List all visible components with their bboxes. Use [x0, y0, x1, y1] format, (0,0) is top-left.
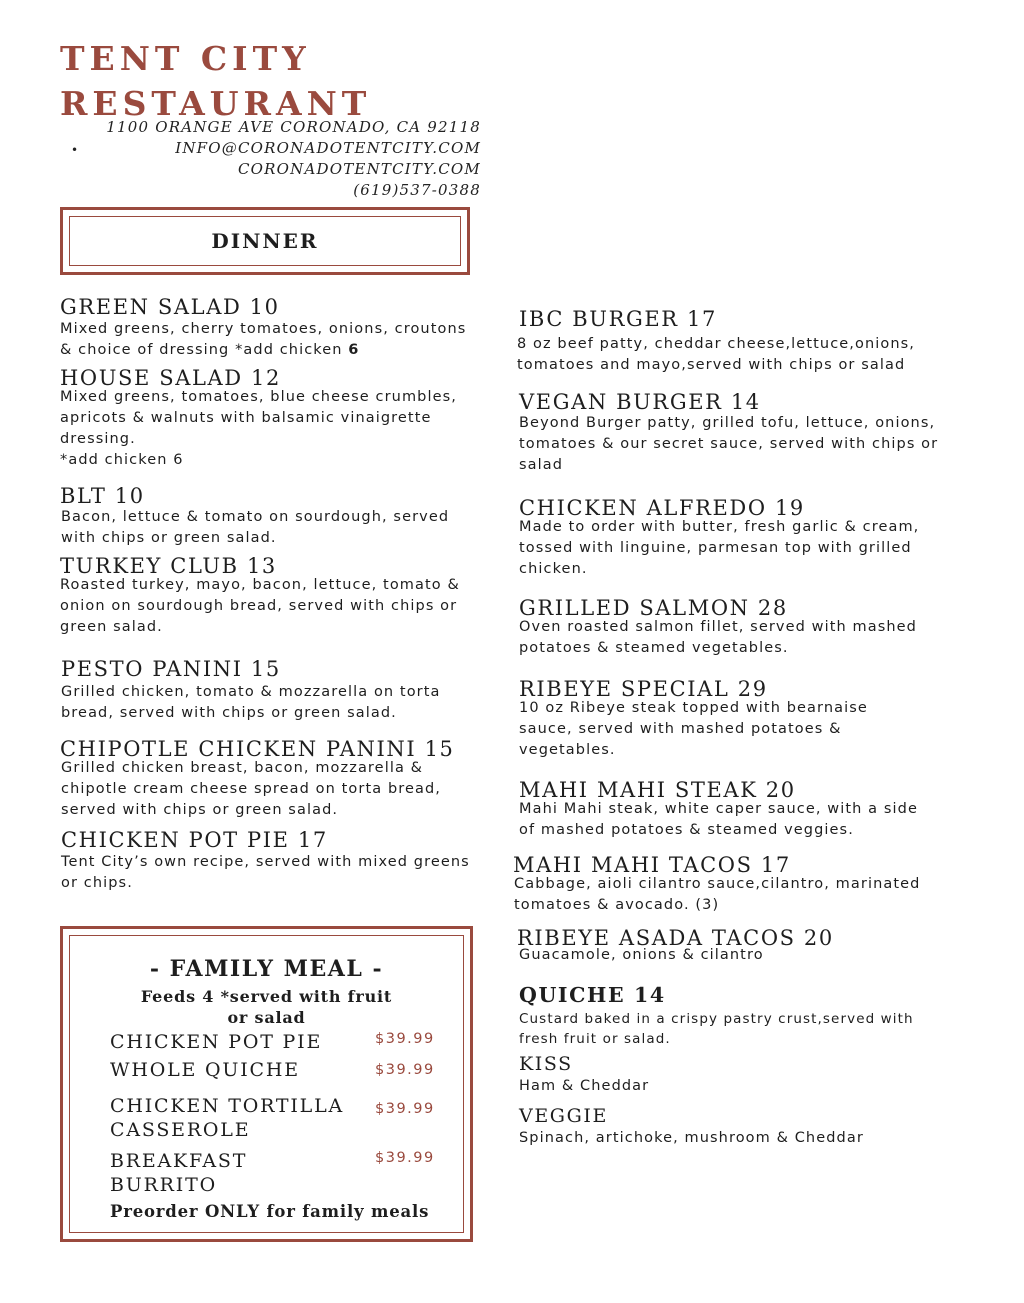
- menu-item-grilled-salmon: [519, 596, 917, 659]
- menu-item-ribeye-asada-tacos: [517, 926, 834, 966]
- item-name: CHICKEN ALFREDO 19: [519, 496, 805, 520]
- dinner-label: DINNER: [69, 216, 461, 266]
- menu-item-mahi-mahi-steak: [519, 778, 918, 841]
- item-name: RIBEYE ASADA TACOS 20: [517, 926, 834, 950]
- item-name: CHIPOTLE CHICKEN PANINI 15: [60, 737, 455, 761]
- menu-item-blt: [60, 484, 449, 549]
- menu-item-house-salad: [60, 366, 457, 471]
- menu-item-chicken-alfredo: [519, 496, 919, 580]
- menu-item-pesto-panini: [61, 657, 441, 724]
- item-desc: Grilled chicken breast, bacon, mozzarella & chipotle cream cheese spread on torta bread, served with chips or green salad.: [61, 760, 442, 818]
- family-meal-box: [60, 926, 473, 1242]
- item-desc: Oven roasted salmon fillet, served with mashed potatoes & steamed vegetables.: [519, 619, 917, 656]
- item-desc: Grilled chicken, tomato & mozzarella on torta bread, served with chips or green salad.: [61, 684, 441, 721]
- family-meal-note: Preorder ONLY for family meals: [110, 1202, 430, 1221]
- dinner-section-box: [60, 207, 470, 275]
- item-desc: Tent City’s own recipe, served with mixed greens or chips.: [61, 854, 470, 891]
- family-item-price: $39.99: [375, 1062, 435, 1078]
- item-desc: Beyond Burger patty, grilled tofu, lettuce, onions, tomatoes & our secret sauce, served with chips or salad: [519, 415, 939, 473]
- menu-item-chipotle-chicken-panini: [60, 737, 455, 821]
- family-item-price: $39.99: [375, 1101, 435, 1117]
- item-name: MAHI MAHI TACOS 17: [513, 853, 791, 877]
- menu-item-mahi-mahi-tacos: [513, 853, 920, 916]
- menu-item-ribeye-special: [519, 677, 868, 761]
- item-name: GREEN SALAD 10: [60, 295, 280, 319]
- item-desc: Mixed greens, cherry tomatoes, onions, croutons & choice of dressing *add chicken 6: [60, 321, 467, 358]
- menu-item-quiche-kiss: [519, 1053, 649, 1097]
- item-name: RIBEYE SPECIAL 29: [519, 677, 768, 701]
- menu-item-green-salad: [60, 295, 466, 361]
- item-desc: Mahi Mahi steak, white caper sauce, with a side of mashed potatoes & steamed veggies.: [519, 801, 918, 838]
- item-name: PESTO PANINI 15: [61, 657, 281, 681]
- item-name: MAHI MAHI STEAK 20: [519, 778, 796, 802]
- family-item-price: $39.99: [375, 1150, 435, 1166]
- menu-item-quiche-veggie: [519, 1105, 864, 1149]
- item-name: VEGGIE: [519, 1105, 608, 1127]
- item-desc: Roasted turkey, mayo, bacon, lettuce, tomato & onion on sourdough bread, served with chips or green salad.: [60, 577, 460, 635]
- menu-item-turkey-club: [60, 554, 460, 638]
- website-link[interactable]: CORONADOTENTCITY.COM: [237, 160, 481, 178]
- item-desc: Ham & Cheddar: [519, 1078, 650, 1094]
- item-desc: 8 oz beef patty, cheddar cheese,lettuce,onions, tomatoes and mayo,served with chips or salad: [517, 336, 916, 373]
- menu-item-ibc-burger: [519, 307, 915, 376]
- family-item-name: BREAKFAST BURRITO: [110, 1150, 248, 1196]
- item-name: TURKEY CLUB 13: [60, 554, 277, 578]
- item-name: HOUSE SALAD 12: [60, 366, 281, 390]
- item-desc: Made to order with butter, fresh garlic & cream, tossed with linguine, parmesan top with grilled chicken.: [519, 519, 920, 577]
- item-desc: Mixed greens, tomatoes, blue cheese crumbles, apricots & walnuts with balsamic vinaigrette dressing. *add chicken 6: [60, 389, 457, 468]
- item-name: GRILLED SALMON 28: [519, 596, 788, 620]
- item-name: KISS: [519, 1053, 573, 1075]
- family-meal-inner: [69, 935, 464, 1233]
- item-desc: Custard baked in a crispy pastry crust,served with fresh fruit or salad.: [519, 1011, 914, 1047]
- phone-number: (619)537-0388: [353, 181, 481, 199]
- family-meal-subtitle: Feeds 4 *served with fruit or salad: [140, 987, 393, 1027]
- item-name: QUICHE 14: [519, 983, 666, 1007]
- family-item-name: CHICKEN POT PIE: [110, 1031, 323, 1053]
- family-item-name: CHICKEN TORTILLA CASSEROLE: [110, 1095, 345, 1141]
- email-link[interactable]: INFO@CORONADOTENTCITY.COM: [175, 139, 481, 157]
- title-line-2: RESTAURANT: [60, 84, 372, 123]
- menu-item-quiche: [519, 983, 914, 1049]
- bullet-icon: •: [71, 143, 79, 157]
- item-name: CHICKEN POT PIE 17: [61, 828, 328, 852]
- restaurant-title: [60, 36, 371, 126]
- item-desc: Spinach, artichoke, mushroom & Cheddar: [519, 1130, 864, 1146]
- menu-item-vegan-burger: [519, 390, 938, 476]
- family-item-name: WHOLE QUICHE: [110, 1059, 300, 1081]
- family-meal-title: - FAMILY MEAL -: [149, 956, 384, 982]
- item-desc: 10 oz Ribeye steak topped with bearnaise sauce, served with mashed potatoes & vegetables.: [519, 700, 868, 758]
- item-desc: Cabbage, aioli cilantro sauce,cilantro, marinated tomatoes & avocado. (3): [514, 876, 921, 913]
- title-line-1: TENT CITY: [60, 39, 311, 78]
- menu-item-chicken-pot-pie: [61, 828, 470, 894]
- family-item-price: $39.99: [375, 1031, 435, 1047]
- item-name: BLT 10: [60, 484, 145, 508]
- address: 1100 ORANGE AVE CORONADO, CA 92118: [106, 118, 481, 136]
- item-desc: Guacamole, onions & cilantro: [519, 947, 764, 963]
- item-name: VEGAN BURGER 14: [519, 390, 761, 414]
- item-desc: Bacon, lettuce & tomato on sourdough, served with chips or green salad.: [61, 509, 450, 546]
- item-name: IBC BURGER 17: [519, 307, 717, 331]
